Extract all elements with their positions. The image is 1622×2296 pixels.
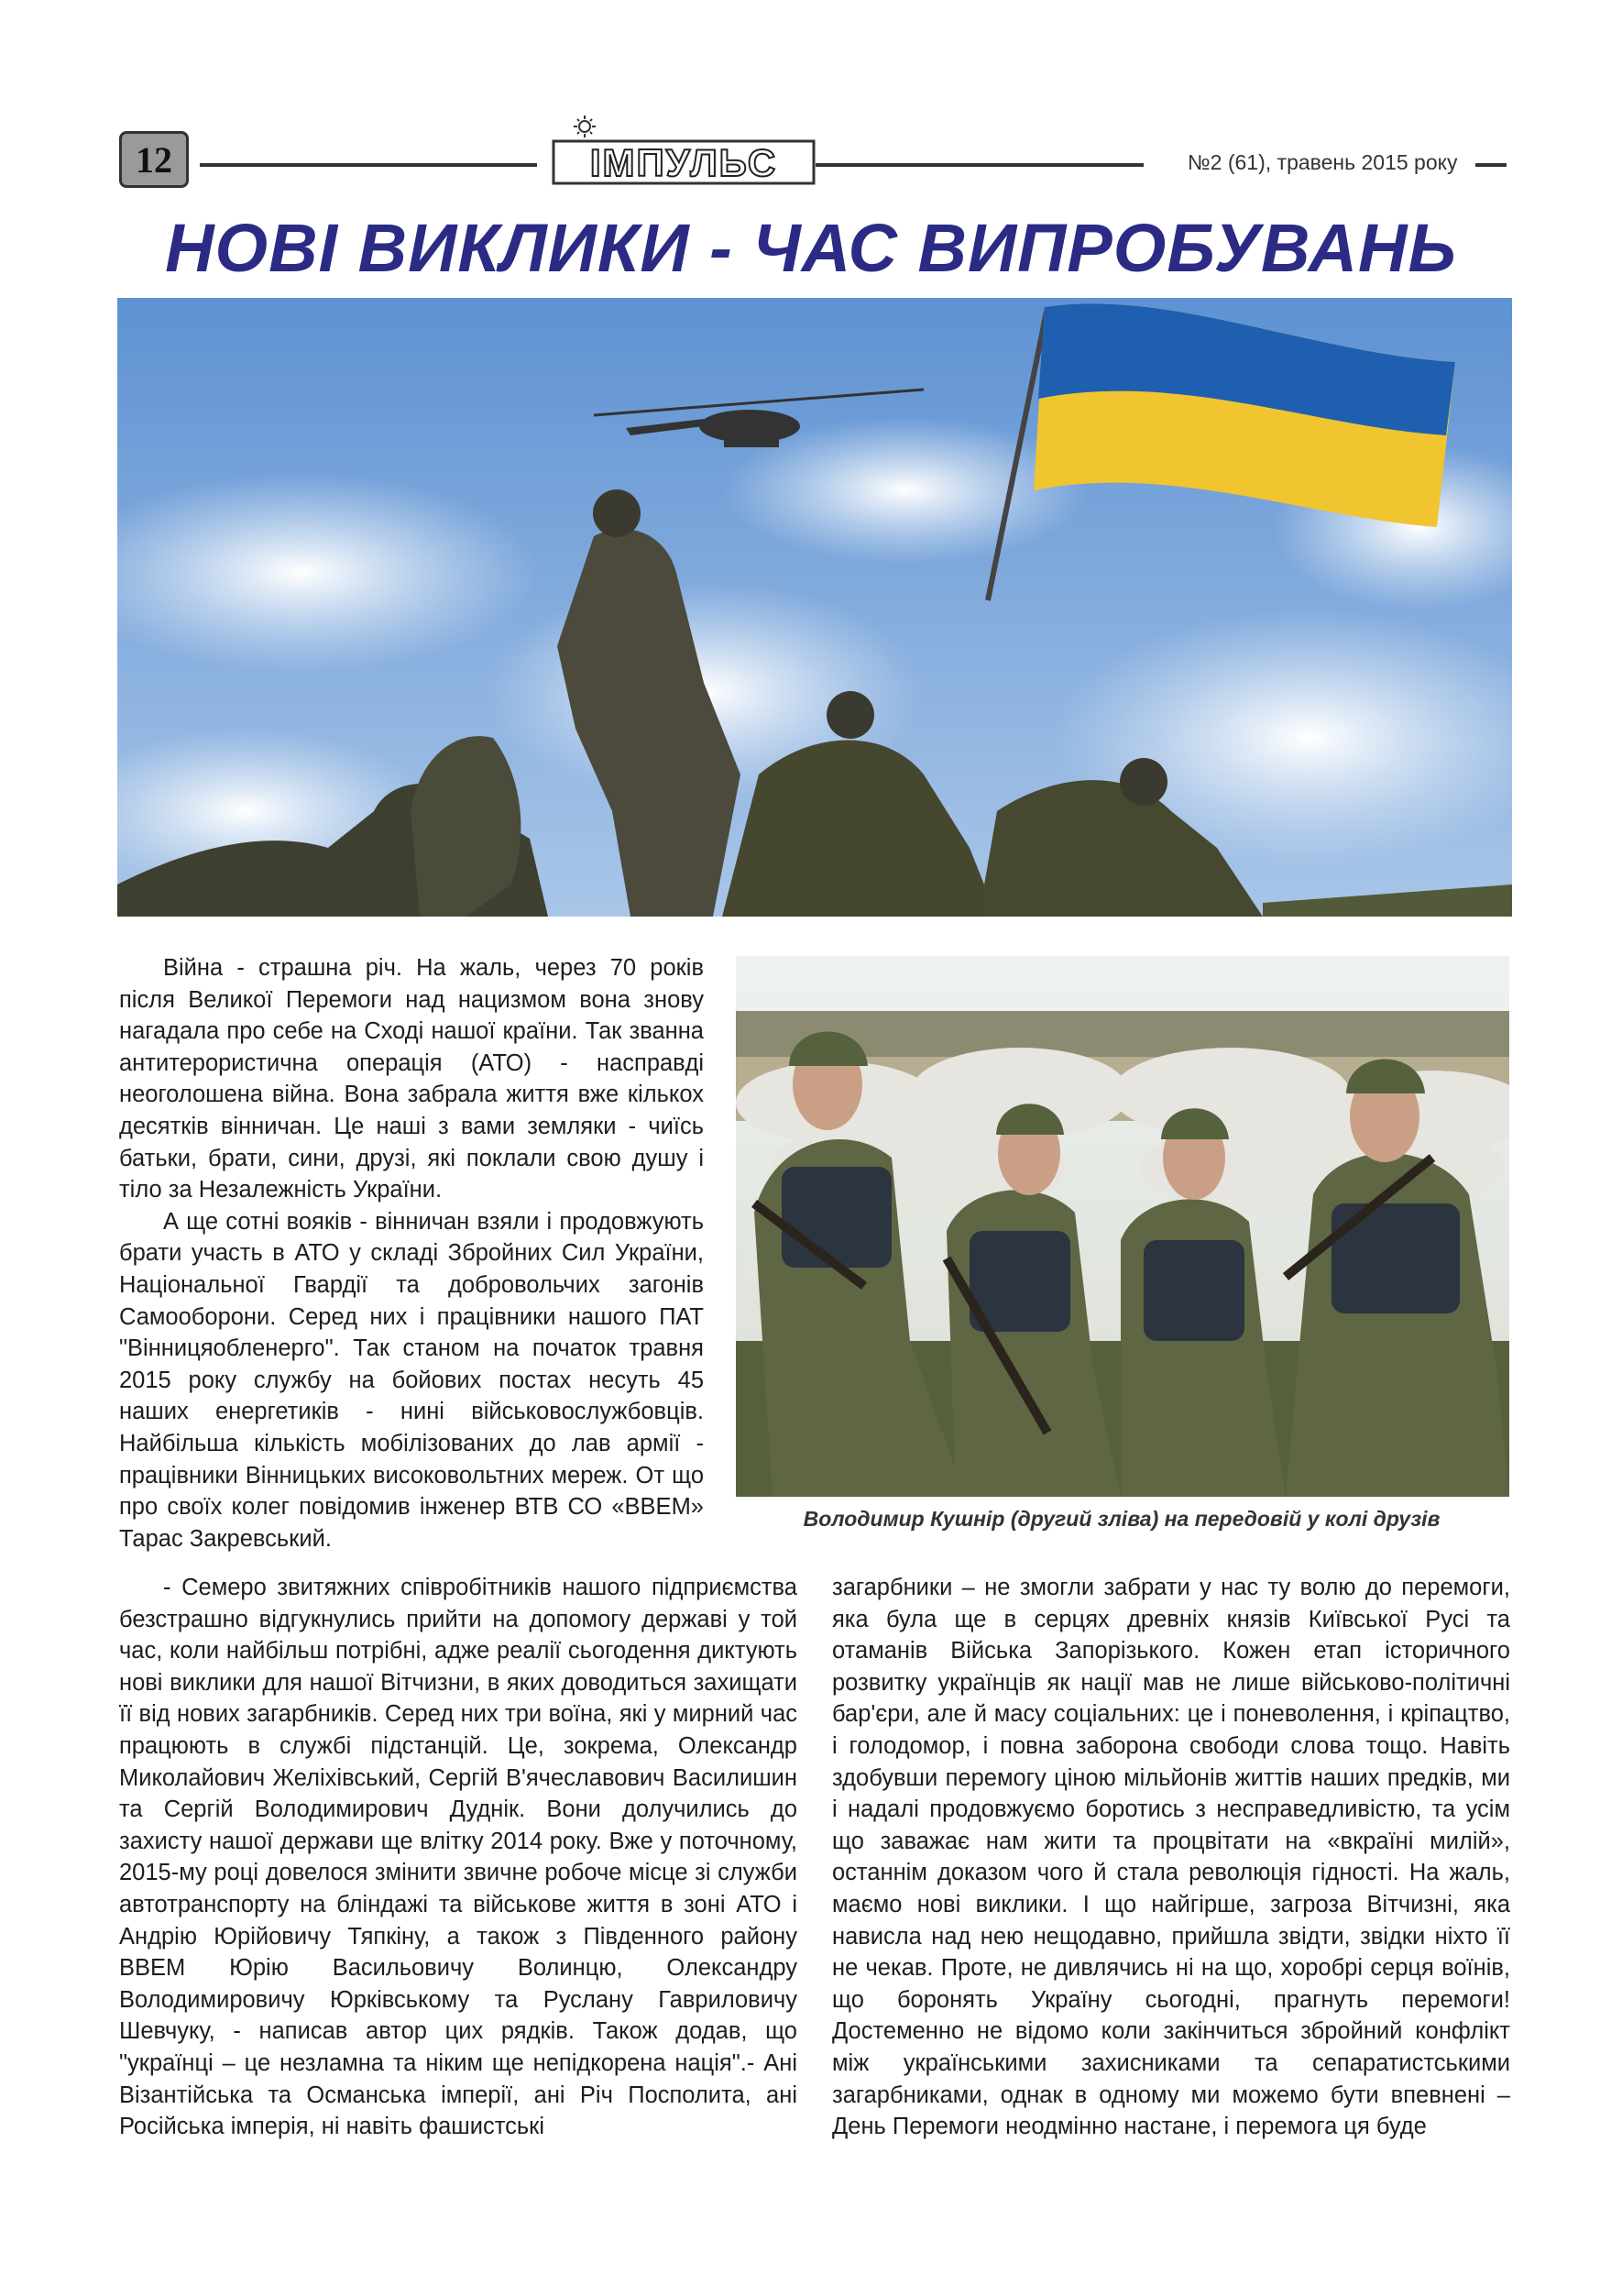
right-column	[832, 1572, 1510, 2143]
right-column-paragraph: загарбники – не змогли забрати у нас ту волю до перемоги, яка була ще в серцях древніх князів Київської Русі та отаманів Війська Запорізького. Кожен етап історичного розвитку українців як нації мав не лише військово-політичні бар'єри, але й масу соціальних: це і поневолення, і кріпацтво, і голодомор, і повна заборона свободи слова тощо. Навіть здобувши перемогу ціною мільйонів життів наших предків, ми і надалі продовжуємо боротись з несправедливістю, та усім що заважає нам жити та процвітати на «вкраїні милій», останнім доказом чого й стала революція гідності. На жаль, маємо нові виклики. І що найгірше, загроза Вітчизні, яка нависла над нею нещодавно, прийшла звідти, звідки ніхто її не чекав. Проте, не дивлячись ні на що, хоробрі серця воїнів, що боронять Україну сьогодні, прагнуть перемоги! Достеменно не відомо коли закінчиться збройний конфлікт між українськими захисниками та сепаратистськими загарбниками, однак в одному ми можемо бути впевнені – День Перемоги неодмінно настане, і перемога ця буде	[832, 1575, 1510, 2140]
left-column	[119, 1572, 797, 2143]
header-rule-left	[200, 163, 537, 167]
logo-sun-icon	[574, 115, 596, 137]
photo-caption: Володимир Кушнір (другий зліва) на передовій у колі друзів	[803, 1507, 1441, 1531]
page-number: 12	[119, 131, 189, 188]
issue-info: №2 (61), травень 2015 року	[1188, 150, 1458, 174]
soldiers-photo	[736, 956, 1509, 1497]
article-title: НОВІ ВИКЛИКИ - ЧАС ВИПРОБУВАНЬ	[165, 210, 1457, 286]
intro-column	[119, 952, 704, 1554]
main-photo	[117, 298, 1512, 917]
header-rule-mid	[816, 163, 1144, 167]
intro-paragraph-2: А ще сотні вояків - вінничан взяли і продовжують брати участь в АТО у складі Збройних Сил України, Національної Гвардії та добровольчих загонів Самооборони. Серед них і працівники нашого ПАТ "Вінницяобленерго". Так станом на початок травня 2015 року службу на бойових постах несуть 45 наших енергетиків - нині військовослужбовців. Найбільша кількість мобілізованих до лав армії - працівники Вінницьких високовольтних мереж. От що про своїх колег повідомив інженер ВТВ СО «ВВЕМ» Тарас Закревський.	[119, 1208, 704, 1552]
intro-paragraph-1: Війна - страшна річ. На жаль, через 70 років після Великої Перемоги над нацизмом вона знову нагадала про себе на Сході нашої країни. Так званна антитерористична операція (АТО) - насправді неоголошена війна. Вона забрала життя вже кількох десятків вінничан. Це наші з вами земляки - чиїсь батьки, брати, сини, друзі, які поклали свою душу і тіло за Незалежність України.	[119, 955, 704, 1203]
logo-text: ІМПУЛЬС	[589, 141, 778, 184]
left-column-paragraph: - Семеро звитяжних співробітників нашого підприємства безстрашно відгукнулись прийти на допомогу державі у той час, коли найбільш потрібні, адже реалії сьогодення диктують нові виклики для нашої Вітчизни, в яких доводиться захищати її від нових загарбників. Серед них три воїна, які у мирний час працюють в службі підстанцій. Це, зокрема, Олександр Миколайович Желіхівський, Сергій В'ячеславович Василишин та Сергій Володимирович Дуднік. Вони долучились до захисту нашої держави ще влітку 2014 року. Вже у поточному, 2015-му році довелося змінити звичне робоче місце зі служби автотранспорту на бліндажі та військове життя в зоні АТО і Андрію Юрійовичу Тяпкіну, а також з Південного району ВВЕМ Юрію Васильовичу Волинцю, Олександру Володимировичу Юрківському та Руслану Гавриловичу Шевчуку, - написав автор цих рядків. Також додав, що "українці – це незламна та ніким ще непідкорена нація".- Ані Візантійська та Османська імперії, ані Річ Посполита, ані Російська імперія, ні навіть фашистські	[119, 1575, 797, 2140]
impuls-logo	[552, 115, 816, 189]
header-rule-right	[1475, 163, 1507, 167]
